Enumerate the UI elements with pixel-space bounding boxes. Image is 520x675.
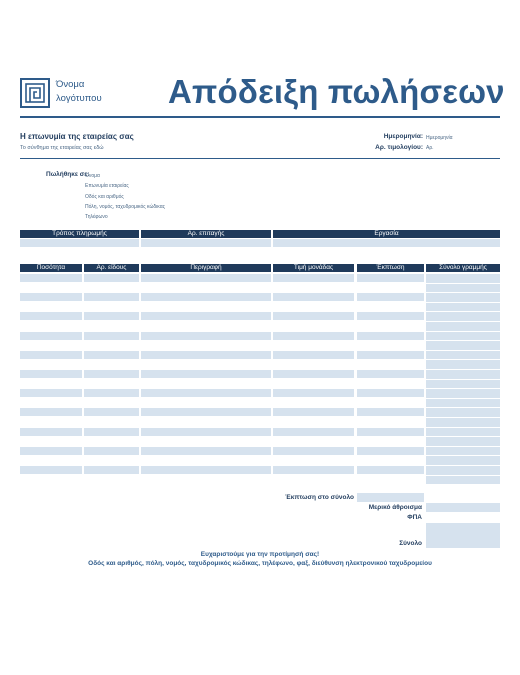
item-cell[interactable] bbox=[273, 418, 354, 426]
line-total-cell[interactable] bbox=[426, 332, 500, 341]
item-cell[interactable] bbox=[141, 418, 271, 426]
item-cell[interactable] bbox=[141, 466, 271, 474]
item-cell[interactable] bbox=[357, 447, 424, 455]
sold-to-phone: Τηλέφωνο bbox=[85, 214, 108, 221]
line-total-cell[interactable] bbox=[426, 476, 500, 485]
line-total-cell[interactable] bbox=[426, 437, 500, 446]
item-cell[interactable] bbox=[141, 360, 271, 368]
item-cell[interactable] bbox=[84, 370, 139, 378]
item-cell[interactable] bbox=[357, 284, 424, 292]
item-cell[interactable] bbox=[84, 476, 139, 484]
item-cell[interactable] bbox=[20, 456, 82, 464]
item-cell[interactable] bbox=[84, 447, 139, 455]
page-title: Απόδειξη πωλήσεων bbox=[168, 73, 505, 110]
item-cell[interactable] bbox=[84, 332, 139, 340]
item-cell[interactable] bbox=[357, 341, 424, 349]
sold-to-company: Επωνυμία εταιρείας bbox=[85, 183, 129, 190]
item-cell[interactable] bbox=[20, 351, 82, 359]
item-cell[interactable] bbox=[141, 341, 271, 349]
item-cell[interactable] bbox=[84, 408, 139, 416]
item-cell[interactable] bbox=[141, 408, 271, 416]
item-cell[interactable] bbox=[357, 466, 424, 474]
total-label: Σύνολο bbox=[399, 540, 422, 547]
line-total-cell[interactable] bbox=[426, 447, 500, 456]
item-cell[interactable] bbox=[273, 351, 354, 359]
logo-line2: λογότυπου bbox=[56, 93, 102, 104]
item-cell[interactable] bbox=[357, 456, 424, 464]
item-cell[interactable] bbox=[141, 284, 271, 292]
vat-cell[interactable] bbox=[426, 513, 500, 522]
item-cell[interactable] bbox=[357, 399, 424, 407]
item-cell[interactable] bbox=[20, 418, 82, 426]
item-cell[interactable] bbox=[141, 274, 271, 282]
item-cell[interactable] bbox=[20, 466, 82, 474]
item-cell[interactable] bbox=[84, 293, 139, 301]
company-slogan: Το σύνθημα της εταιρείας σας εδώ bbox=[20, 145, 104, 151]
item-cell[interactable] bbox=[141, 456, 271, 464]
item-cell[interactable] bbox=[141, 332, 271, 340]
item-cell[interactable] bbox=[84, 428, 139, 436]
invoice-value: Αρ. bbox=[426, 145, 434, 151]
item-cell[interactable] bbox=[357, 437, 424, 445]
item-cell[interactable] bbox=[141, 351, 271, 359]
sold-to-city: Πόλη, νομός, ταχυδρομικός κώδικας bbox=[85, 203, 166, 210]
item-cell[interactable] bbox=[141, 476, 271, 484]
item-cell[interactable] bbox=[357, 428, 424, 436]
line-total-cell[interactable] bbox=[426, 351, 500, 360]
check-number-cell[interactable] bbox=[141, 239, 271, 247]
check-number-header: Αρ. επιταγής bbox=[141, 230, 271, 238]
item-cell[interactable] bbox=[141, 293, 271, 301]
line-total-cell[interactable] bbox=[426, 293, 500, 302]
item-cell[interactable] bbox=[84, 303, 139, 311]
item-cell[interactable] bbox=[357, 332, 424, 340]
item-cell[interactable] bbox=[273, 389, 354, 397]
line-total-cell[interactable] bbox=[426, 274, 500, 283]
item-cell[interactable] bbox=[273, 293, 354, 301]
item-cell[interactable] bbox=[273, 380, 354, 388]
item-cell[interactable] bbox=[20, 408, 82, 416]
line-total-cell[interactable] bbox=[426, 399, 500, 408]
item-cell[interactable] bbox=[20, 437, 82, 445]
line-total-cell[interactable] bbox=[426, 284, 500, 293]
item-cell[interactable] bbox=[141, 437, 271, 445]
line-total-cell[interactable] bbox=[426, 370, 500, 379]
line-total-cell[interactable] bbox=[426, 380, 500, 389]
item-cell[interactable] bbox=[273, 360, 354, 368]
item-cell[interactable] bbox=[141, 370, 271, 378]
total-cell[interactable] bbox=[426, 523, 500, 548]
item-cell[interactable] bbox=[20, 274, 82, 282]
line-total-cell[interactable] bbox=[426, 341, 500, 350]
job-header: Εργασία bbox=[273, 230, 500, 238]
title-divider bbox=[20, 116, 500, 118]
item-cell[interactable] bbox=[141, 428, 271, 436]
item-cell[interactable] bbox=[20, 332, 82, 340]
item-cell[interactable] bbox=[84, 322, 139, 330]
line-total-cell[interactable] bbox=[426, 408, 500, 417]
item-cell[interactable] bbox=[20, 284, 82, 292]
item-cell[interactable] bbox=[20, 380, 82, 388]
item-cell[interactable] bbox=[20, 399, 82, 407]
item-cell[interactable] bbox=[84, 360, 139, 368]
item-cell[interactable] bbox=[357, 380, 424, 388]
item-cell[interactable] bbox=[141, 322, 271, 330]
item-cell[interactable] bbox=[357, 312, 424, 320]
qty-header: Ποσότητα bbox=[20, 264, 82, 272]
date-value: Ημερομηνία bbox=[426, 135, 453, 141]
item-cell[interactable] bbox=[273, 399, 354, 407]
item-cell[interactable] bbox=[273, 408, 354, 416]
item-cell[interactable] bbox=[273, 332, 354, 340]
item-cell[interactable] bbox=[84, 456, 139, 464]
item-cell[interactable] bbox=[357, 360, 424, 368]
discount-total-cell[interactable] bbox=[357, 493, 424, 502]
item-cell[interactable] bbox=[273, 476, 354, 484]
item-cell[interactable] bbox=[357, 322, 424, 330]
discount-header: Έκπτωση bbox=[357, 264, 424, 272]
sold-to-label: Πωλήθηκε σε: bbox=[46, 171, 90, 178]
item-cell[interactable] bbox=[141, 380, 271, 388]
line-total-cell[interactable] bbox=[426, 303, 500, 312]
item-cell[interactable] bbox=[20, 447, 82, 455]
item-cell[interactable] bbox=[273, 341, 354, 349]
description-header: Περιγραφή bbox=[141, 264, 271, 272]
payment-method-header: Τρόπος πληρωμής bbox=[20, 230, 139, 238]
subtotal-cell[interactable] bbox=[426, 503, 500, 512]
item-cell[interactable] bbox=[20, 312, 82, 320]
item-cell[interactable] bbox=[357, 408, 424, 416]
item-cell[interactable] bbox=[141, 389, 271, 397]
item-cell[interactable] bbox=[84, 284, 139, 292]
item-cell[interactable] bbox=[273, 322, 354, 330]
item-cell[interactable] bbox=[20, 389, 82, 397]
item-cell[interactable] bbox=[357, 303, 424, 311]
item-cell[interactable] bbox=[141, 447, 271, 455]
payment-method-cell[interactable] bbox=[20, 239, 139, 247]
sold-to-block bbox=[85, 171, 165, 222]
item-cell[interactable] bbox=[84, 399, 139, 407]
line-total-cell[interactable] bbox=[426, 428, 500, 437]
discount-total-blank bbox=[426, 493, 500, 502]
item-cell[interactable] bbox=[273, 466, 354, 474]
item-cell[interactable] bbox=[84, 351, 139, 359]
item-cell[interactable] bbox=[357, 476, 424, 484]
item-cell[interactable] bbox=[84, 312, 139, 320]
item-cell[interactable] bbox=[273, 303, 354, 311]
line-total-cell[interactable] bbox=[426, 418, 500, 427]
sold-to-street: Οδός και αριθμός bbox=[85, 193, 124, 200]
unit-price-header: Τιμή μονάδας bbox=[273, 264, 354, 272]
item-cell[interactable] bbox=[84, 437, 139, 445]
subtotal-label: Μερικό άθροισμα bbox=[368, 504, 422, 511]
item-cell[interactable] bbox=[20, 476, 82, 484]
item-cell[interactable] bbox=[84, 389, 139, 397]
item-cell[interactable] bbox=[20, 303, 82, 311]
item-cell[interactable] bbox=[20, 341, 82, 349]
thank-you-note: Ευχαριστούμε για την προτίμησή σας! bbox=[200, 551, 320, 558]
item-cell[interactable] bbox=[84, 418, 139, 426]
item-cell[interactable] bbox=[357, 351, 424, 359]
item-number-header: Αρ. είδους bbox=[84, 264, 139, 272]
item-cell[interactable] bbox=[84, 380, 139, 388]
item-cell[interactable] bbox=[357, 370, 424, 378]
sold-to-name: Όνομα bbox=[85, 173, 100, 179]
item-cell[interactable] bbox=[20, 360, 82, 368]
item-cell[interactable] bbox=[357, 418, 424, 426]
item-cell[interactable] bbox=[357, 274, 424, 282]
item-cell[interactable] bbox=[273, 274, 354, 282]
item-cell[interactable] bbox=[273, 447, 354, 455]
item-cell[interactable] bbox=[20, 370, 82, 378]
item-cell[interactable] bbox=[273, 428, 354, 436]
line-total-header: Σύνολο γραμμής bbox=[426, 264, 500, 272]
logo-line1: Όνομα bbox=[56, 79, 85, 90]
line-total-cell[interactable] bbox=[426, 360, 500, 369]
line-total-cell[interactable] bbox=[426, 456, 500, 465]
logo-icon bbox=[20, 78, 50, 108]
item-cell[interactable] bbox=[20, 322, 82, 330]
item-cell[interactable] bbox=[141, 312, 271, 320]
item-cell[interactable] bbox=[84, 466, 139, 474]
date-label: Ημερομηνία: bbox=[383, 133, 423, 140]
item-cell[interactable] bbox=[273, 370, 354, 378]
item-cell[interactable] bbox=[84, 341, 139, 349]
item-cell[interactable] bbox=[141, 303, 271, 311]
maze-icon bbox=[24, 82, 46, 104]
item-cell[interactable] bbox=[20, 293, 82, 301]
item-cell[interactable] bbox=[273, 437, 354, 445]
line-total-cell[interactable] bbox=[426, 466, 500, 475]
item-cell[interactable] bbox=[84, 274, 139, 282]
item-cell[interactable] bbox=[273, 456, 354, 464]
line-total-cell[interactable] bbox=[426, 312, 500, 321]
item-cell[interactable] bbox=[20, 428, 82, 436]
job-cell[interactable] bbox=[273, 239, 500, 247]
discount-total-label: Έκπτωση στο σύνολο bbox=[285, 494, 354, 501]
vat-label: ΦΠΑ bbox=[407, 514, 422, 521]
header-divider bbox=[20, 158, 500, 159]
company-name: Η επωνυμία της εταιρείας σας bbox=[20, 132, 134, 141]
item-cell[interactable] bbox=[141, 399, 271, 407]
line-total-cell[interactable] bbox=[426, 322, 500, 331]
footer-address: Οδός και αριθμός, πόλη, νομός, ταχυδρομικός κώδικας, τηλέφωνο, φαξ, διεύθυνση ηλεκτρονικού ταχυδρομείου bbox=[88, 560, 432, 567]
item-cell[interactable] bbox=[273, 312, 354, 320]
item-cell[interactable] bbox=[357, 389, 424, 397]
invoice-label: Αρ. τιμολογίου: bbox=[375, 144, 423, 151]
line-total-cell[interactable] bbox=[426, 389, 500, 398]
logo-text bbox=[56, 78, 116, 106]
item-cell[interactable] bbox=[273, 284, 354, 292]
item-cell[interactable] bbox=[357, 293, 424, 301]
